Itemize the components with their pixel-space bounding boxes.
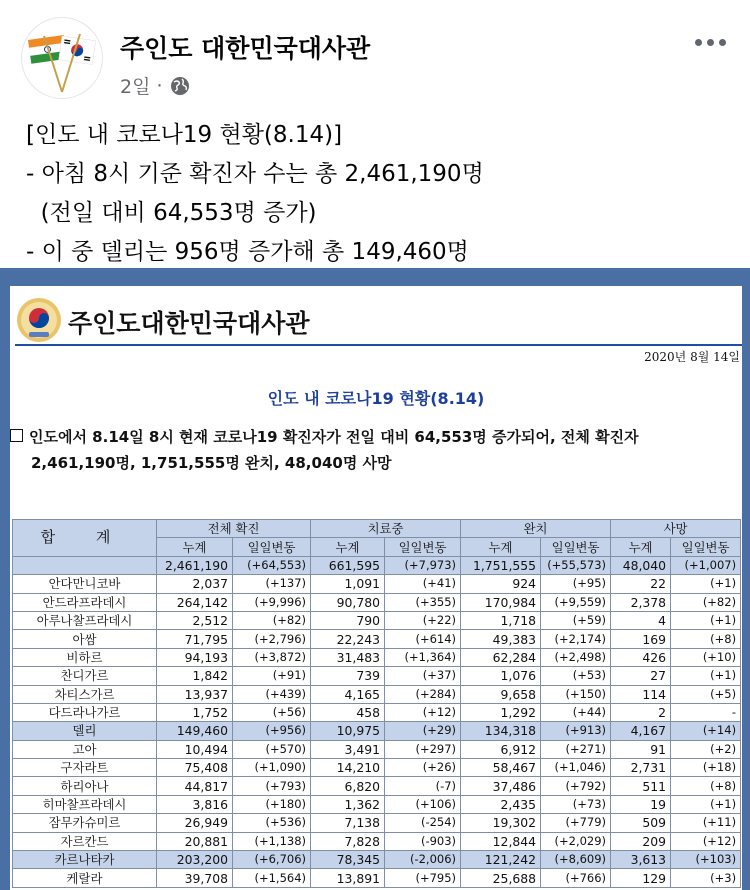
daily-change-cell: (+1) bbox=[671, 575, 741, 593]
region-name-cell: 찬디가르 bbox=[13, 667, 157, 685]
daily-change-cell: (+1,046) bbox=[541, 759, 611, 777]
cumulative-cell: 13,937 bbox=[157, 685, 233, 703]
table-row bbox=[13, 832, 741, 850]
daily-change-cell: (+1,564) bbox=[233, 869, 311, 887]
cumulative-cell: 114 bbox=[611, 685, 671, 703]
daily-change-cell: (+297) bbox=[385, 740, 461, 758]
table-row bbox=[13, 593, 741, 611]
daily-change-cell: (+59) bbox=[541, 611, 611, 629]
group-header: 완치 bbox=[461, 520, 611, 538]
daily-change-cell: (+284) bbox=[385, 685, 461, 703]
report-document bbox=[10, 286, 742, 890]
region-name-cell: 고아 bbox=[13, 740, 157, 758]
daily-change-cell: (+1,007) bbox=[671, 556, 741, 574]
daily-change-cell: (+271) bbox=[541, 740, 611, 758]
daily-change-cell: (+1) bbox=[671, 667, 741, 685]
region-name-cell: 히마찰프라데시 bbox=[13, 795, 157, 813]
total-label: 합 계 bbox=[13, 520, 157, 557]
daily-change-cell: (+9,559) bbox=[541, 593, 611, 611]
region-name-cell: 자르칸드 bbox=[13, 832, 157, 850]
header-rule bbox=[15, 344, 742, 346]
daily-change-cell: (+355) bbox=[385, 593, 461, 611]
cumulative-cell: 19 bbox=[611, 795, 671, 813]
cumulative-cell: 2,731 bbox=[611, 759, 671, 777]
covid-stats-table bbox=[12, 519, 741, 888]
table-row bbox=[13, 630, 741, 648]
cumulative-cell: 1,362 bbox=[311, 795, 385, 813]
cumulative-cell: 149,460 bbox=[157, 722, 233, 740]
cumulative-cell: 1,292 bbox=[461, 703, 541, 721]
cumulative-cell: 48,040 bbox=[611, 556, 671, 574]
subheader: 일일변동 bbox=[233, 538, 311, 556]
post-time[interactable]: 2일 bbox=[120, 76, 151, 98]
cumulative-cell: 22 bbox=[611, 575, 671, 593]
cumulative-cell: 1,091 bbox=[311, 575, 385, 593]
cumulative-cell: 25,688 bbox=[461, 869, 541, 887]
daily-change-cell: (+956) bbox=[233, 722, 311, 740]
daily-change-cell: (+55,573) bbox=[541, 556, 611, 574]
cumulative-cell: 90,780 bbox=[311, 593, 385, 611]
cumulative-cell: 22,243 bbox=[311, 630, 385, 648]
daily-change-cell: (+2,498) bbox=[541, 648, 611, 666]
daily-change-cell: (+12) bbox=[385, 703, 461, 721]
subheader: 누계 bbox=[311, 538, 385, 556]
daily-change-cell: (+570) bbox=[233, 740, 311, 758]
cumulative-cell: 14,210 bbox=[311, 759, 385, 777]
post-text-line: - 아침 8시 기준 확진자 수는 총 2,461,190명 bbox=[26, 161, 484, 187]
flags-avatar-icon bbox=[22, 18, 102, 98]
cumulative-cell: 739 bbox=[311, 667, 385, 685]
table-row bbox=[13, 869, 741, 887]
daily-change-cell: (+8,609) bbox=[541, 851, 611, 869]
subheader: 일일변동 bbox=[385, 538, 461, 556]
cumulative-cell: 10,975 bbox=[311, 722, 385, 740]
region-name-cell: 아쌈 bbox=[13, 630, 157, 648]
daily-change-cell: (+22) bbox=[385, 611, 461, 629]
cumulative-cell: 71,795 bbox=[157, 630, 233, 648]
daily-change-cell: (+29) bbox=[385, 722, 461, 740]
daily-change-cell: (+1) bbox=[671, 611, 741, 629]
cumulative-cell: 7,828 bbox=[311, 832, 385, 850]
cumulative-cell: 129 bbox=[611, 869, 671, 887]
table-row bbox=[13, 795, 741, 813]
region-name-cell: 차티스가르 bbox=[13, 685, 157, 703]
table-row bbox=[13, 667, 741, 685]
daily-change-cell: (-903) bbox=[385, 832, 461, 850]
cumulative-cell: 20,881 bbox=[157, 832, 233, 850]
cumulative-cell: 44,817 bbox=[157, 777, 233, 795]
cumulative-cell: 2,435 bbox=[461, 795, 541, 813]
daily-change-cell: (+11) bbox=[671, 814, 741, 832]
cumulative-cell: 6,912 bbox=[461, 740, 541, 758]
daily-change-cell: (+2,796) bbox=[233, 630, 311, 648]
cumulative-cell: 19,302 bbox=[461, 814, 541, 832]
daily-change-cell: (+1,138) bbox=[233, 832, 311, 850]
table-row bbox=[13, 703, 741, 721]
cumulative-cell: 1,752 bbox=[157, 703, 233, 721]
table-row bbox=[13, 722, 741, 740]
globe-icon bbox=[169, 75, 191, 97]
subheader: 일일변동 bbox=[541, 538, 611, 556]
daily-change-cell: (+2,029) bbox=[541, 832, 611, 850]
cumulative-cell: 26,949 bbox=[157, 814, 233, 832]
cumulative-cell: 13,891 bbox=[311, 869, 385, 887]
cumulative-cell: 10,494 bbox=[157, 740, 233, 758]
daily-change-cell: (+536) bbox=[233, 814, 311, 832]
group-header: 전체 확진 bbox=[157, 520, 311, 538]
table-row bbox=[13, 685, 741, 703]
daily-change-cell: (+6,706) bbox=[233, 851, 311, 869]
cumulative-cell: 39,708 bbox=[157, 869, 233, 887]
daily-change-cell: (+1,090) bbox=[233, 759, 311, 777]
post-text bbox=[26, 116, 726, 272]
cumulative-cell: 94,193 bbox=[157, 648, 233, 666]
daily-change-cell: (+53) bbox=[541, 667, 611, 685]
cumulative-cell: 264,142 bbox=[157, 593, 233, 611]
daily-change-cell: (+1) bbox=[671, 795, 741, 813]
daily-change-cell: (+106) bbox=[385, 795, 461, 813]
document-org-name: 주인도대한민국대사관 bbox=[68, 309, 310, 338]
daily-change-cell: (+1,364) bbox=[385, 648, 461, 666]
checkbox-bullet-icon bbox=[10, 429, 23, 442]
daily-change-cell: (+8) bbox=[671, 777, 741, 795]
daily-change-cell: (+180) bbox=[233, 795, 311, 813]
table-row bbox=[13, 740, 741, 758]
table-row bbox=[13, 777, 741, 795]
cumulative-cell: 1,076 bbox=[461, 667, 541, 685]
region-name-cell: 안드라프라데시 bbox=[13, 593, 157, 611]
korea-emblem-icon bbox=[15, 296, 63, 344]
daily-change-cell: (+766) bbox=[541, 869, 611, 887]
daily-change-cell: (+150) bbox=[541, 685, 611, 703]
page-avatar[interactable] bbox=[22, 18, 102, 98]
table-row bbox=[13, 814, 741, 832]
daily-change-cell: (+2) bbox=[671, 740, 741, 758]
daily-change-cell: (+913) bbox=[541, 722, 611, 740]
daily-change-cell: (+614) bbox=[385, 630, 461, 648]
post-header bbox=[0, 0, 750, 110]
cumulative-cell: 2,037 bbox=[157, 575, 233, 593]
region-name-cell: 비하르 bbox=[13, 648, 157, 666]
subheader: 일일변동 bbox=[671, 538, 741, 556]
cumulative-cell: 9,658 bbox=[461, 685, 541, 703]
region-name-cell: 카르나타카 bbox=[13, 851, 157, 869]
cumulative-cell: 3,613 bbox=[611, 851, 671, 869]
cumulative-cell: 661,595 bbox=[311, 556, 385, 574]
page-name[interactable]: 주인도 대한민국대사관 bbox=[120, 34, 371, 63]
daily-change-cell: (+9,996) bbox=[233, 593, 311, 611]
post-text-line: - 이 중 델리는 956명 증가해 총 149,460명 bbox=[26, 239, 469, 265]
daily-change-cell: (+73) bbox=[541, 795, 611, 813]
cumulative-cell: 78,345 bbox=[311, 851, 385, 869]
daily-change-cell: (+37) bbox=[385, 667, 461, 685]
table-row bbox=[13, 611, 741, 629]
region-name-cell: 케랄라 bbox=[13, 869, 157, 887]
cumulative-cell: 511 bbox=[611, 777, 671, 795]
table-row bbox=[13, 648, 741, 666]
cumulative-cell: 12,844 bbox=[461, 832, 541, 850]
cumulative-cell: 3,491 bbox=[311, 740, 385, 758]
daily-change-cell: (-2,006) bbox=[385, 851, 461, 869]
daily-change-cell: (+792) bbox=[541, 777, 611, 795]
daily-change-cell: (+18) bbox=[671, 759, 741, 777]
region-name-cell: 델리 bbox=[13, 722, 157, 740]
document-title: 인도 내 코로나19 현황(8.14) bbox=[267, 389, 485, 408]
group-header: 사망 bbox=[611, 520, 741, 538]
table-total-row bbox=[13, 556, 741, 574]
cumulative-cell: 6,820 bbox=[311, 777, 385, 795]
cumulative-cell: 58,467 bbox=[461, 759, 541, 777]
document-date: 2020년 8월 14일 bbox=[644, 350, 740, 364]
daily-change-cell: (+91) bbox=[233, 667, 311, 685]
more-options-icon[interactable] bbox=[690, 30, 730, 54]
group-header: 치료중 bbox=[311, 520, 461, 538]
cumulative-cell: 2,378 bbox=[611, 593, 671, 611]
table-row bbox=[13, 851, 741, 869]
cumulative-cell: 209 bbox=[611, 832, 671, 850]
daily-change-cell: (-254) bbox=[385, 814, 461, 832]
cumulative-cell: 91 bbox=[611, 740, 671, 758]
daily-change-cell: (+56) bbox=[233, 703, 311, 721]
cumulative-cell: 1,751,555 bbox=[461, 556, 541, 574]
cumulative-cell: 426 bbox=[611, 648, 671, 666]
summary-line: 인도에서 8.14일 8시 현재 코로나19 확진자가 전일 대비 64,553명 증가되어, 전체 확진자 bbox=[29, 428, 639, 446]
cumulative-cell: 4,167 bbox=[611, 722, 671, 740]
cumulative-cell: 790 bbox=[311, 611, 385, 629]
region-name-cell: 구자라트 bbox=[13, 759, 157, 777]
meta-separator: · bbox=[156, 74, 163, 97]
daily-change-cell: (+793) bbox=[233, 777, 311, 795]
cumulative-cell: 37,486 bbox=[461, 777, 541, 795]
cumulative-cell: 121,242 bbox=[461, 851, 541, 869]
cumulative-cell: 49,383 bbox=[461, 630, 541, 648]
cumulative-cell: 4,165 bbox=[311, 685, 385, 703]
cumulative-cell: 509 bbox=[611, 814, 671, 832]
daily-change-cell: (+5) bbox=[671, 685, 741, 703]
region-name-cell: 안다만니코바 bbox=[13, 575, 157, 593]
daily-change-cell: (+44) bbox=[541, 703, 611, 721]
daily-change-cell: (+10) bbox=[671, 648, 741, 666]
cumulative-cell: 169 bbox=[611, 630, 671, 648]
cumulative-cell: 458 bbox=[311, 703, 385, 721]
subheader: 누계 bbox=[611, 538, 671, 556]
cumulative-cell: 62,284 bbox=[461, 648, 541, 666]
daily-change-cell: (+3,872) bbox=[233, 648, 311, 666]
daily-change-cell: (+82) bbox=[233, 611, 311, 629]
subheader: 누계 bbox=[157, 538, 233, 556]
daily-change-cell: (+137) bbox=[233, 575, 311, 593]
post-image[interactable] bbox=[0, 268, 750, 890]
daily-change-cell: (+3) bbox=[671, 869, 741, 887]
cumulative-cell: 31,483 bbox=[311, 648, 385, 666]
daily-change-cell: (+439) bbox=[233, 685, 311, 703]
daily-change-cell: (+7,973) bbox=[385, 556, 461, 574]
cumulative-cell: 2,461,190 bbox=[157, 556, 233, 574]
daily-change-cell: (+2,174) bbox=[541, 630, 611, 648]
daily-change-cell: (+8) bbox=[671, 630, 741, 648]
cumulative-cell: 7,138 bbox=[311, 814, 385, 832]
region-name-cell: 잠무카슈미르 bbox=[13, 814, 157, 832]
region-name-cell: 아루나찰프라데시 bbox=[13, 611, 157, 629]
post-meta bbox=[120, 72, 191, 99]
region-name-cell: 하리아나 bbox=[13, 777, 157, 795]
daily-change-cell: (+14) bbox=[671, 722, 741, 740]
daily-change-cell: (+795) bbox=[385, 869, 461, 887]
daily-change-cell: - bbox=[671, 703, 741, 721]
daily-change-cell: (+779) bbox=[541, 814, 611, 832]
region-name-cell: 다드라나가르 bbox=[13, 703, 157, 721]
table-row bbox=[13, 759, 741, 777]
daily-change-cell: (+12) bbox=[671, 832, 741, 850]
cumulative-cell: 170,984 bbox=[461, 593, 541, 611]
cumulative-cell: 75,408 bbox=[157, 759, 233, 777]
post-text-line: (전일 대비 64,553명 증가) bbox=[26, 200, 317, 226]
cumulative-cell: 2,512 bbox=[157, 611, 233, 629]
cumulative-cell: 27 bbox=[611, 667, 671, 685]
daily-change-cell: (+41) bbox=[385, 575, 461, 593]
cumulative-cell: 1,842 bbox=[157, 667, 233, 685]
cumulative-cell: 2 bbox=[611, 703, 671, 721]
daily-change-cell: (-7) bbox=[385, 777, 461, 795]
daily-change-cell: (+26) bbox=[385, 759, 461, 777]
daily-change-cell: (+103) bbox=[671, 851, 741, 869]
cumulative-cell: 924 bbox=[461, 575, 541, 593]
post-text-line: [인도 내 코로나19 현황(8.14)] bbox=[26, 122, 343, 148]
cumulative-cell: 4 bbox=[611, 611, 671, 629]
summary-bullet bbox=[10, 424, 742, 476]
total-blank-cell bbox=[13, 556, 157, 574]
daily-change-cell: (+82) bbox=[671, 593, 741, 611]
subheader: 누계 bbox=[461, 538, 541, 556]
daily-change-cell: (+64,553) bbox=[233, 556, 311, 574]
cumulative-cell: 134,318 bbox=[461, 722, 541, 740]
cumulative-cell: 3,816 bbox=[157, 795, 233, 813]
cumulative-cell: 203,200 bbox=[157, 851, 233, 869]
cumulative-cell: 1,718 bbox=[461, 611, 541, 629]
summary-line: 2,461,190명, 1,751,555명 완치, 48,040명 사망 bbox=[31, 454, 392, 472]
daily-change-cell: (+95) bbox=[541, 575, 611, 593]
table-row bbox=[13, 575, 741, 593]
